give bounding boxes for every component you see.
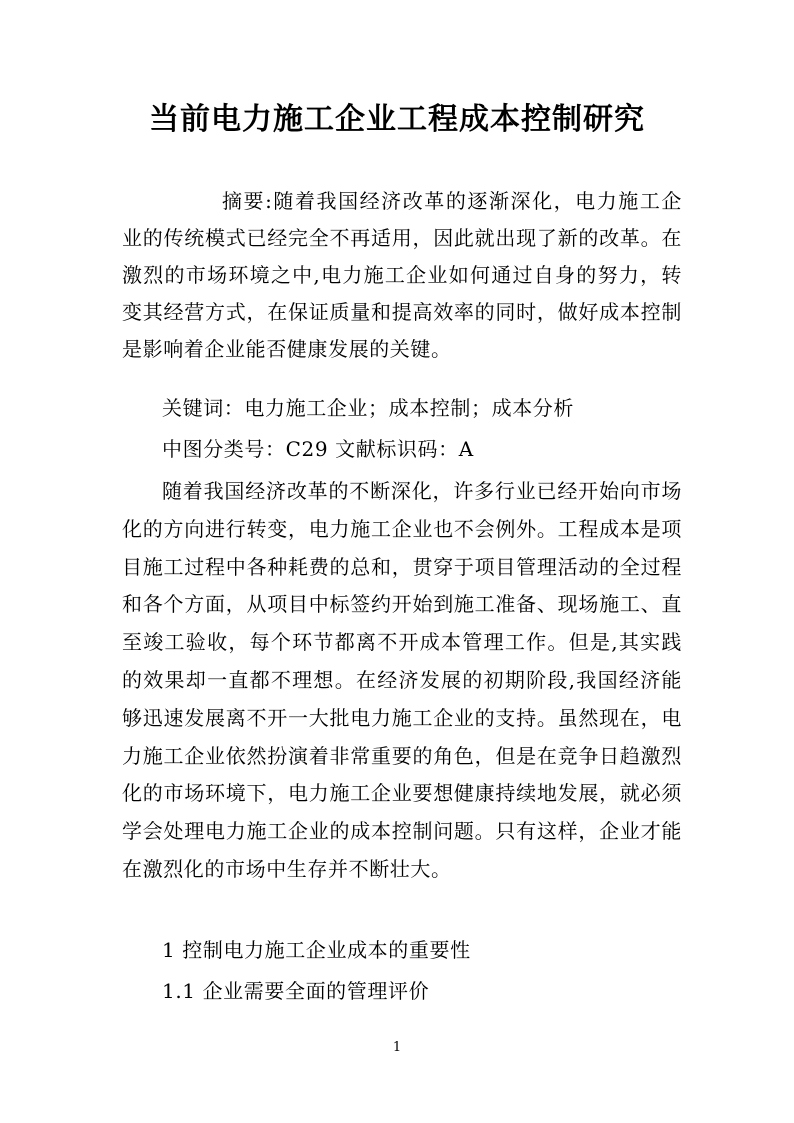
abstract-paragraph	[122, 183, 682, 368]
abstract-label: 摘要:	[222, 189, 273, 213]
intro-paragraph: 随着我国经济改革的不断深化，许多行业已经开始向市场化的方向进行转变，电力施工企业也不会例外。工程成本是项目施工过程中各种耗费的总和，贯穿于项目管理活动的全过程和各个方面，从项目中标签约开始到施工准备、现场施工、直至竣工验收，每个环节都离不开成本管理工作。但是,其实践的效果却一直都不理想。在经济发展的初期阶段,我国经济能够迅速发展离不开一大批电力施工企业的支持。虽然现在，电力施工企业依然扮演着非常重要的角色，但是在竞争日趋激烈化的市场环境下，电力施工企业要想健康持续地发展，就必须学会处理电力施工企业的成本控制问题。只有这样，企业才能在激烈化的市场中生存并不断壮大。	[122, 479, 682, 881]
doc-code-value: A	[458, 437, 474, 461]
keywords-text: 电力施工企业；成本控制；成本分析	[244, 396, 575, 420]
page-number: 1	[392, 1040, 402, 1055]
section-1-1-heading: 1.1 企业需要全面的管理评价	[162, 979, 430, 1003]
abstract-text: 随着我国经济改革的逐渐深化，电力施工企业的传统模式已经完全不再适用，因此就出现了新的改革。在激烈的市场环境之中,电力施工企业如何通过自身的努力，转变其经营方式，在保证质量和提高效率的同时，做好成本控制是影响着企业能否健康发展的关键。	[122, 189, 682, 361]
doc-code-label: 文献标识码：	[335, 437, 459, 461]
clc-label: 中图分类号：	[162, 437, 286, 461]
section-1-heading: 1 控制电力施工企业成本的重要性	[162, 938, 471, 962]
classification-line	[122, 431, 682, 468]
keywords-label: 关键词：	[162, 396, 245, 420]
page-title: 当前电力施工企业工程成本控制研究	[149, 102, 645, 137]
keywords-line	[122, 390, 682, 427]
clc-value: C29	[285, 437, 329, 461]
